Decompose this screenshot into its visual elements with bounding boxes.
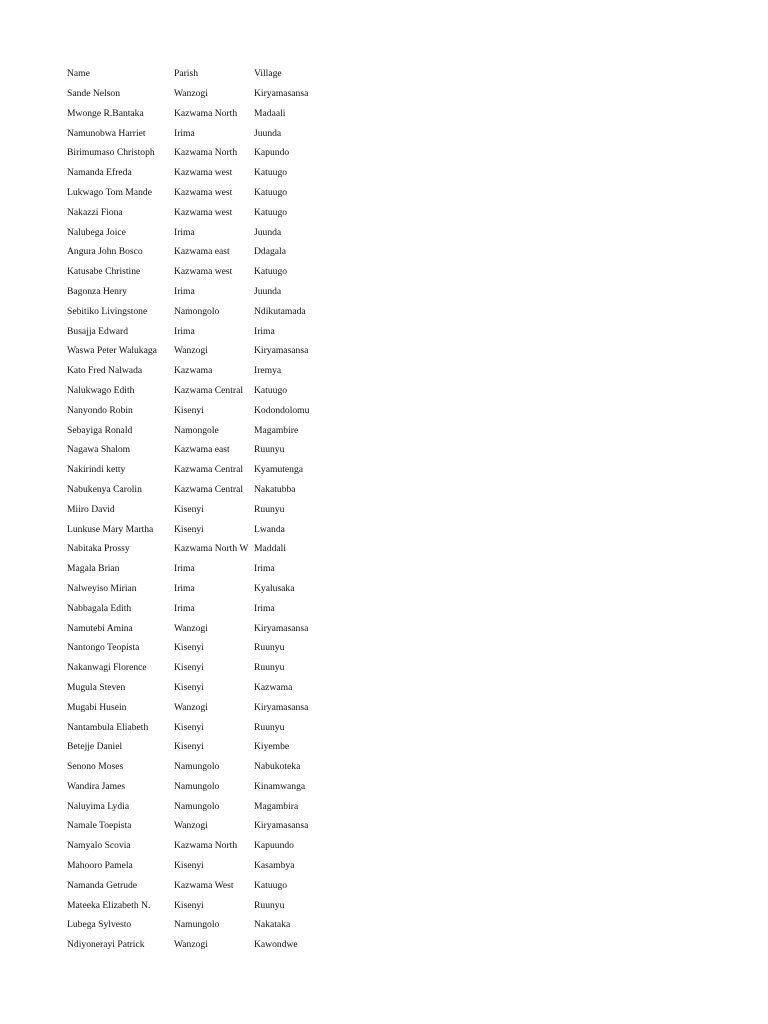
cell-name: Nakanwagi Florence xyxy=(67,662,147,674)
cell-village: Magambire xyxy=(254,421,364,441)
cell-village: Juunda xyxy=(254,282,364,302)
cell-parish: Wanzogi xyxy=(174,88,208,99)
cell-village: Kiyembe xyxy=(254,737,364,757)
cell-name: Nalubega Joice xyxy=(67,226,126,238)
table-row xyxy=(67,935,387,955)
cell-name: Sebayiga Ronald xyxy=(67,424,133,436)
table-row xyxy=(67,104,387,124)
cell-village: Kapundo xyxy=(254,143,364,163)
cell-village: Kiryamasansa xyxy=(254,619,364,639)
cell-village: Katuugo xyxy=(254,163,364,183)
cell-name: Wandira James xyxy=(67,780,126,792)
cell-parish: Namungolo xyxy=(174,919,220,931)
table-row xyxy=(67,381,387,401)
table-row xyxy=(67,539,387,559)
cell-name: Nagawa Shalom xyxy=(67,444,131,456)
cell-village: Katuugo xyxy=(254,262,364,282)
table-row xyxy=(67,361,387,381)
cell-village: Kapuundo xyxy=(254,836,364,856)
cell-parish: Kazwama west xyxy=(174,206,233,218)
cell-village: Irima xyxy=(254,322,364,342)
cell-name: Nalweyiso Mirian xyxy=(67,582,137,594)
cell-village: Kasambya xyxy=(254,856,364,876)
cell-village: Kinamwanga xyxy=(254,777,364,797)
cell-parish: Kazwama North xyxy=(174,107,238,119)
table-row xyxy=(67,559,387,579)
cell-name: Mugula Steven xyxy=(67,681,126,693)
cell-name: Nakirindi ketty xyxy=(67,464,126,476)
table-row xyxy=(67,440,387,460)
cell-parish: Namungolo xyxy=(174,761,220,773)
cell-village: Juunda xyxy=(254,223,364,243)
table-row xyxy=(67,143,387,163)
table-row xyxy=(67,915,387,935)
table-row xyxy=(67,203,387,223)
header-name: Name xyxy=(67,68,90,79)
cell-parish: Kazwama Central xyxy=(174,384,243,396)
cell-village: Kazwama xyxy=(254,678,364,698)
table-header-row xyxy=(67,64,387,84)
table-row xyxy=(67,480,387,500)
cell-village: Kyalusaka xyxy=(254,579,364,599)
cell-parish: Kisenyi xyxy=(174,503,204,515)
table-row xyxy=(67,896,387,916)
table-row xyxy=(67,460,387,480)
cell-village: Ddagala xyxy=(254,242,364,262)
cell-name: Waswa Peter Walukaga xyxy=(67,345,157,357)
table-row xyxy=(67,816,387,836)
cell-village: Ndikutamada xyxy=(254,302,364,322)
table-row xyxy=(67,836,387,856)
cell-village: Katuugo xyxy=(254,183,364,203)
cell-village: Katuugo xyxy=(254,876,364,896)
cell-village: Nabukoteka xyxy=(254,757,364,777)
cell-name: Namyalo Scovia xyxy=(67,840,131,852)
cell-village: Katuugo xyxy=(254,203,364,223)
cell-parish: Kisenyi xyxy=(174,860,204,872)
cell-village: Kodondolomu xyxy=(254,401,364,421)
table-row xyxy=(67,322,387,342)
cell-name: Mahooro Pamela xyxy=(67,860,133,872)
cell-name: Ndiyonerayi Patrick xyxy=(67,939,145,951)
table-row xyxy=(67,262,387,282)
cell-name: Mateeka Elizabeth N. xyxy=(67,899,151,911)
cell-name: Mwonge R.Bantaka xyxy=(67,107,144,119)
table-row xyxy=(67,797,387,817)
cell-parish: Irima xyxy=(174,285,195,297)
table-row xyxy=(67,163,387,183)
cell-village: Irima xyxy=(254,599,364,619)
cell-parish: Kazwama west xyxy=(174,266,233,278)
cell-village: Kyamutenga xyxy=(254,460,364,480)
cell-village: Magambira xyxy=(254,797,364,817)
cell-name: Sande Nelson xyxy=(67,88,121,99)
cell-name: Namanda Efreda xyxy=(67,167,132,179)
cell-parish: Irima xyxy=(174,563,195,575)
cell-parish: Kazwama east xyxy=(174,444,230,456)
cell-parish: Namongole xyxy=(174,424,219,436)
cell-village: Kiryamasansa xyxy=(254,341,364,361)
cell-parish: Irima xyxy=(174,582,195,594)
table-row xyxy=(67,520,387,540)
table-row xyxy=(67,876,387,896)
cell-parish: Kisenyi xyxy=(174,741,204,753)
table-row xyxy=(67,124,387,144)
header-parish: Parish xyxy=(174,68,198,79)
table-row xyxy=(67,341,387,361)
table-row xyxy=(67,579,387,599)
cell-village: Ruunyu xyxy=(254,500,364,520)
cell-parish: Kazwama North xyxy=(174,147,238,159)
cell-name: Nalukwago Edith xyxy=(67,384,135,396)
cell-name: Nanyondo Robin xyxy=(67,404,133,416)
table-row xyxy=(67,183,387,203)
cell-name: Naluyima Lydia xyxy=(67,800,130,812)
cell-village: Ruunyu xyxy=(254,638,364,658)
table-row xyxy=(67,619,387,639)
cell-village: Irima xyxy=(254,559,364,579)
cell-name: Nantongo Teopista xyxy=(67,642,140,654)
cell-name: Lunkuse Mary Martha xyxy=(67,523,154,535)
cell-parish: Kisenyi xyxy=(174,721,204,733)
table-row xyxy=(67,500,387,520)
header-village: Village xyxy=(254,64,364,84)
cell-name: Nabbagala Edith xyxy=(67,602,132,614)
cell-village: Madaali xyxy=(254,104,364,124)
cell-parish: Kisenyi xyxy=(174,404,204,416)
cell-name: Kato Fred Nalwada xyxy=(67,365,143,377)
cell-village: Maddali xyxy=(254,539,364,559)
table-row xyxy=(67,421,387,441)
cell-name: Bagonza Henry xyxy=(67,285,127,297)
cell-name: Lubega Sylvesto xyxy=(67,919,132,931)
table-row xyxy=(67,737,387,757)
table-row xyxy=(67,223,387,243)
cell-village: Kiryamasansa xyxy=(254,698,364,718)
table-row xyxy=(67,401,387,421)
cell-name: Senono Moses xyxy=(67,761,124,773)
cell-parish: Wanzogi xyxy=(174,622,208,634)
cell-parish: Kazwama east xyxy=(174,246,230,258)
cell-village: Ruunyu xyxy=(254,440,364,460)
cell-name: Miiro David xyxy=(67,503,115,515)
table-row xyxy=(67,302,387,322)
cell-name: Sebitiko Livingstone xyxy=(67,305,148,317)
cell-parish: Wanzogi xyxy=(174,820,208,832)
cell-name: Katusabe Christine xyxy=(67,266,141,278)
table-row xyxy=(67,757,387,777)
cell-name: Birimumaso Christoph xyxy=(67,147,155,159)
cell-village: Ruunyu xyxy=(254,896,364,916)
cell-village: Kiryamasansa xyxy=(254,816,364,836)
cell-parish: Namungolo xyxy=(174,780,220,792)
cell-name: Magala Brian xyxy=(67,563,120,575)
table-body xyxy=(67,84,387,955)
cell-parish: Namongolo xyxy=(174,305,220,317)
cell-village: Juunda xyxy=(254,124,364,144)
cell-parish: Kisenyi xyxy=(174,681,204,693)
attendance-table xyxy=(67,64,387,955)
cell-village: Nakatubba xyxy=(254,480,364,500)
cell-parish: Kisenyi xyxy=(174,662,204,674)
cell-name: Angura John Bosco xyxy=(67,246,143,258)
cell-parish: Kazwama North xyxy=(174,840,238,852)
cell-name: Namunobwa Harriet xyxy=(67,127,146,139)
cell-name: Namanda Getrude xyxy=(67,879,138,891)
cell-parish: Irima xyxy=(174,602,195,614)
cell-name: Lukwago Tom Mande xyxy=(67,186,152,198)
cell-name: Betejje Daniel xyxy=(67,741,123,753)
cell-name: Mugabi Husein xyxy=(67,701,127,713)
cell-parish: Irima xyxy=(174,226,195,238)
cell-village: Nakataka xyxy=(254,915,364,935)
cell-parish: Kisenyi xyxy=(174,642,204,654)
table-row xyxy=(67,678,387,698)
cell-parish: Kazwama west xyxy=(174,167,233,179)
cell-name: Nantambula Eliabeth xyxy=(67,721,149,733)
table-row xyxy=(67,599,387,619)
cell-parish: Wanzogi xyxy=(174,345,208,357)
table-row xyxy=(67,698,387,718)
cell-name: Busajja Edward xyxy=(67,325,129,337)
cell-parish: Kisenyi xyxy=(174,523,204,535)
cell-name: Namale Toepista xyxy=(67,820,132,832)
cell-name: Nabukenya Carolin xyxy=(67,483,142,495)
cell-parish: Wanzogi xyxy=(174,939,208,951)
cell-village: Kiryamasansa xyxy=(254,84,364,104)
table-row xyxy=(67,658,387,678)
cell-parish: Kazwama North W xyxy=(174,543,249,555)
cell-name: Nabitaka Prossy xyxy=(67,543,130,555)
cell-parish: Kazwama Central xyxy=(174,464,243,476)
table-row xyxy=(67,777,387,797)
cell-parish: Kisenyi xyxy=(174,899,204,911)
cell-parish: Wanzogi xyxy=(174,701,208,713)
table-row xyxy=(67,718,387,738)
cell-village: Ruunyu xyxy=(254,718,364,738)
table-row xyxy=(67,84,387,104)
cell-village: Kawondwe xyxy=(254,935,364,955)
table-row xyxy=(67,856,387,876)
cell-name: Nakazzi Fiona xyxy=(67,206,123,218)
cell-parish: Kazwama west xyxy=(174,186,233,198)
cell-village: Katuugo xyxy=(254,381,364,401)
cell-village: Iremya xyxy=(254,361,364,381)
cell-parish: Irima xyxy=(174,325,195,337)
table-row xyxy=(67,242,387,262)
cell-parish: Namungolo xyxy=(174,800,220,812)
table-row xyxy=(67,282,387,302)
cell-village: Lwanda xyxy=(254,520,364,540)
cell-parish: Kazwama Central xyxy=(174,483,243,495)
table-row xyxy=(67,638,387,658)
cell-parish: Kazwama West xyxy=(174,879,234,891)
cell-village: Ruunyu xyxy=(254,658,364,678)
cell-name: Namutebi Amina xyxy=(67,622,133,634)
cell-parish: Kazwama xyxy=(174,365,213,377)
cell-parish: Irima xyxy=(174,127,195,139)
